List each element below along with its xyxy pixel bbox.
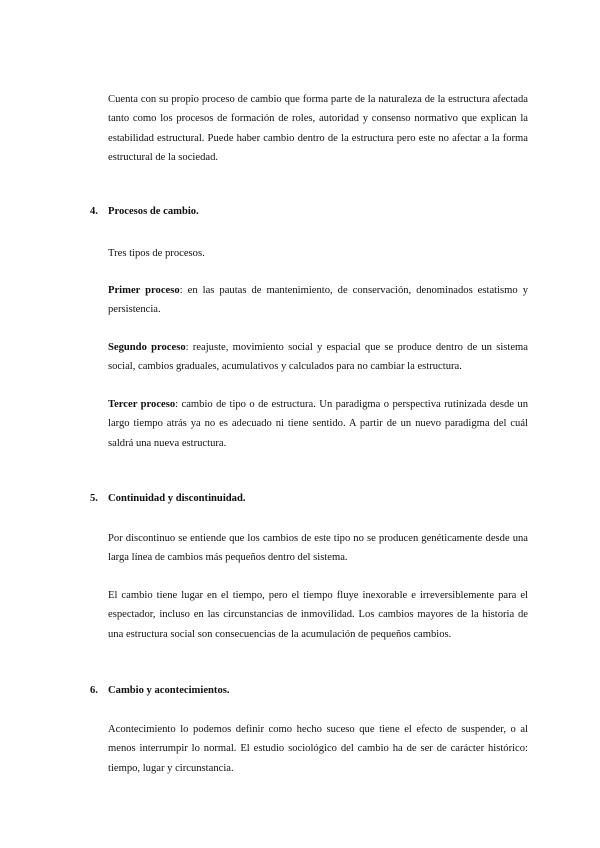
section-5-number: 5. bbox=[90, 493, 98, 504]
intro-paragraph: Cuenta con su propio proceso de cambio que forma parte de la naturaleza de la estructura afectada tanto como los procesos de formación de roles, autoridad y consenso normativo que explican la estabilidad estructural. Puede haber cambio dentro de la estructura pero este no afectar a la forma estructural de la sociedad. bbox=[108, 94, 528, 164]
section-4-title: Procesos de cambio. bbox=[108, 206, 199, 217]
section-5-heading bbox=[90, 489, 246, 508]
section-5-paragraph-1: Por discontinuo se entiende que los cambios de este tipo no se producen genéticamente desde una larga línea de cambios más pequeños dentro del sistema. bbox=[108, 533, 528, 564]
section-6-paragraph-1: Acontecimiento lo podemos definir como hecho suceso que tiene el efecto de suspender, o al menos interrumpir lo normal. El estudio sociológico del cambio ha de ser de carácter histórico: tiempo, lugar y circunstancia. bbox=[108, 724, 528, 774]
second-process-term: Segundo proceso bbox=[108, 342, 186, 353]
section-5-paragraph-2: El cambio tiene lugar en el tiempo, pero el tiempo fluye inexorable e irreversiblemente para el espectador, incluso en las circunstancias de inmovilidad. Los cambios mayores de la historia de una estructura social son consecuencias de la acumulación de pequeños cambios. bbox=[108, 590, 528, 640]
section-6-heading bbox=[90, 681, 230, 700]
second-process-paragraph bbox=[108, 338, 528, 377]
section-5-title: Continuidad y discontinuidad. bbox=[108, 493, 246, 504]
section-6-title: Cambio y acontecimientos. bbox=[108, 685, 230, 696]
first-process-term: Primer proceso bbox=[108, 285, 180, 296]
first-process-paragraph bbox=[108, 281, 528, 320]
third-process-term: Tercer proceso bbox=[108, 399, 176, 410]
section-4-number: 4. bbox=[90, 206, 98, 217]
section-6-number: 6. bbox=[90, 685, 98, 696]
third-process-text: : cambio de tipo o de estructura. Un paradigma o perspectiva rutinizada desde un largo tiempo atrás ya no es adecuado ni tiene sentido. A partir de un nuevo paradigma del cuál saldrá una nueva estructura. bbox=[108, 399, 528, 449]
third-process-paragraph bbox=[108, 395, 528, 453]
section-4-intro: Tres tipos de procesos. bbox=[108, 248, 205, 259]
first-process-text: : en las pautas de mantenimiento, de conservación, denominados estatismo y persistencia. bbox=[108, 285, 529, 316]
second-process-text: : reajuste, movimiento social y espacial que se produce dentro de un sistema social, cambios graduales, acumulativos y calculados para no cambiar la estructura. bbox=[108, 342, 528, 373]
section-4-heading bbox=[90, 202, 199, 221]
